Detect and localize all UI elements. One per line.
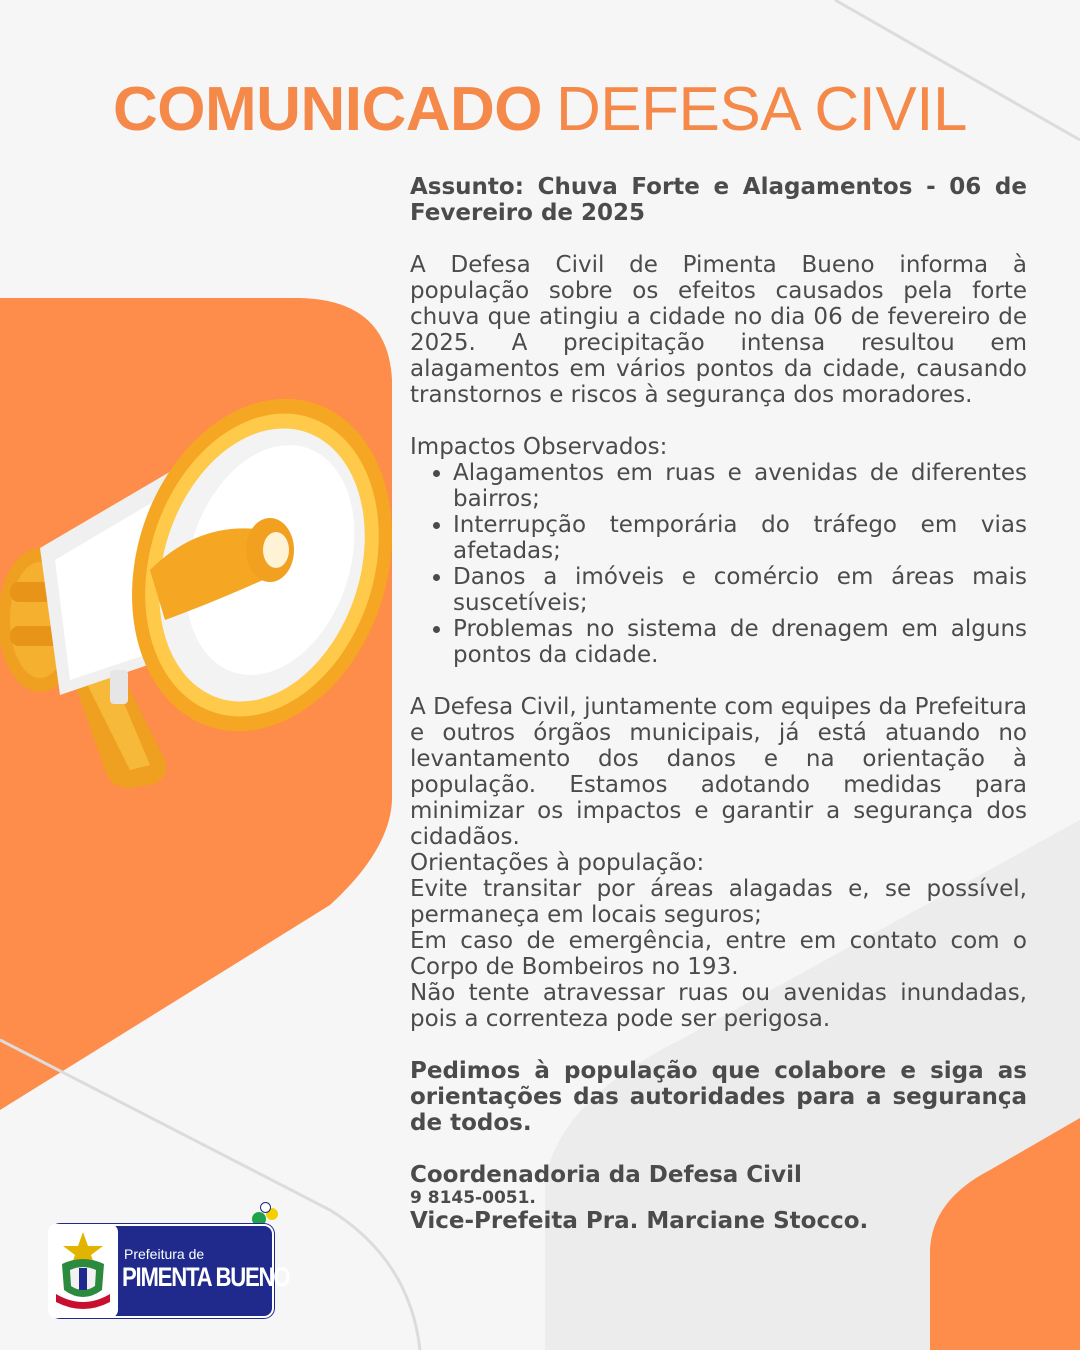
subject-line: Assunto: Chuva Forte e Alagamentos - 06 de Fevereiro de 2025	[410, 174, 1027, 226]
announcement-body	[410, 174, 1027, 1234]
guidance-item: Evite transitar por áreas alagadas e, se possível, permaneça em locais seguros;	[410, 876, 1027, 928]
list-item: • Interrupção temporária do tráfego em vias afetadas;	[453, 512, 1027, 564]
closing-paragraph: Pedimos à população que colabore e siga as orientações das autoridades para a segurança de todos.	[410, 1058, 1027, 1136]
guidance-item: Em caso de emergência, entre em contato com o Corpo de Bombeiros no 193.	[410, 928, 1027, 980]
title-bold: COMUNICADO	[113, 75, 543, 144]
guidance-item: Não tente atravessar ruas ou avenidas inundadas, pois a correnteza pode ser perigosa.	[410, 980, 1027, 1032]
logo-prefix: Prefeitura de	[124, 1246, 205, 1262]
signature-org: Coordenadoria da Defesa Civil	[410, 1162, 802, 1188]
prefeitura-logo	[48, 1202, 288, 1318]
title-light: DEFESA CIVIL	[556, 75, 967, 144]
list-item: • Danos a imóveis e comércio em áreas mais suscetíveis;	[453, 564, 1027, 616]
list-item: • Alagamentos em ruas e avenidas de diferentes bairros;	[453, 460, 1027, 512]
guidance-heading: Orientações à população:	[410, 850, 705, 876]
impacts-list	[410, 460, 1027, 668]
logo-name: PIMENTA BUENO	[122, 1262, 290, 1292]
signature-person: Vice-Prefeita Pra. Marciane Stocco.	[410, 1208, 869, 1234]
list-item: • Problemas no sistema de drenagem em alguns pontos da cidade.	[453, 616, 1027, 668]
signature-phone: 9 8145-0051.	[410, 1188, 536, 1208]
megaphone-illustration	[0, 370, 400, 790]
logo-dot-icon	[260, 1202, 271, 1213]
actions-paragraph: A Defesa Civil, juntamente com equipes da Prefeitura e outros órgãos municipais, já está atuando no levantamento dos danos e na orientação à população. Estamos adotando medidas para minimizar os impactos e garantir a segurança dos cidadãos.	[410, 694, 1027, 850]
page-title	[0, 70, 1080, 150]
intro-paragraph: A Defesa Civil de Pimenta Bueno informa à população sobre os efeitos causados pela forte chuva que atingiu a cidade no dia 06 de fevereiro de 2025. A precipitação intensa resultou em alagamentos em vários pontos da cidade, causando transtornos e riscos à segurança dos moradores.	[410, 252, 1027, 408]
impacts-heading: Impactos Observados:	[410, 434, 668, 460]
crest-icon	[48, 1224, 118, 1318]
